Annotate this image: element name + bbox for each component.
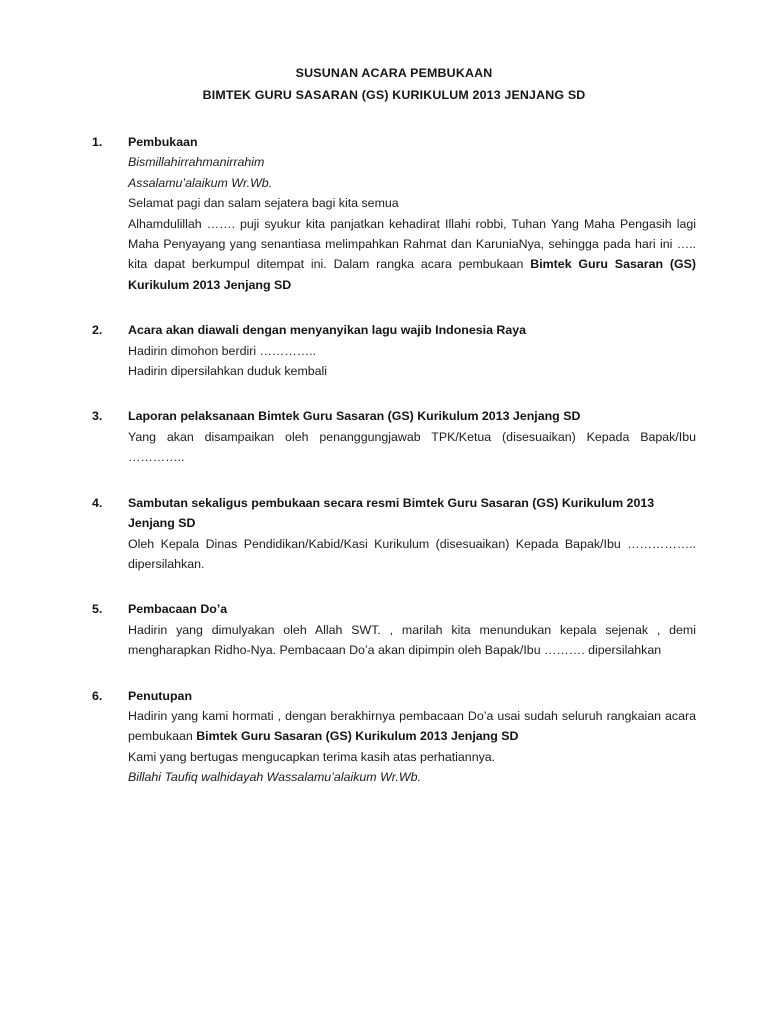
item-number: 6. <box>92 688 103 703</box>
item-6-plain-line-1: Kami yang bertugas mengucapkan terima kasih atas perhatiannya. <box>128 749 496 764</box>
item-number: 3. <box>92 409 103 424</box>
agenda-item-3 <box>92 406 696 467</box>
item-1-italic-line-1: Bismillahirrahmanirrahim <box>128 155 265 170</box>
item-number: 4. <box>92 495 103 510</box>
agenda-list <box>92 132 696 788</box>
item-3-paragraph: Yang akan disampaikan oleh penanggungjawab TPK/Ketua (disesuaikan) Kepada Bapak/Ibu ………….. <box>128 429 696 465</box>
document-title <box>92 62 696 106</box>
item-1-italic-line-2: Assalamu’alaikum Wr.Wb. <box>128 175 273 190</box>
item-6-paragraph-emphasis: Bimtek Guru Sasaran (GS) Kurikulum 2013 Jenjang SD <box>196 729 519 744</box>
item-number: 5. <box>92 602 103 617</box>
agenda-item-2 <box>92 320 696 381</box>
item-heading: Laporan pelaksanaan Bimtek Guru Sasaran (GS) Kurikulum 2013 Jenjang SD <box>128 409 581 424</box>
agenda-item-5 <box>92 599 696 660</box>
item-6-paragraph-text: Hadirin yang kami hormati , dengan berakhirnya pembacaan Do’a usai sudah seluruh rangkaian acara pembukaan <box>128 708 696 744</box>
item-number: 1. <box>92 135 103 149</box>
item-4-paragraph: Oleh Kepala Dinas Pendidikan/Kabid/Kasi Kurikulum (disesuaikan) Kepada Bapak/Ibu …………….. dipersilahkan. <box>128 536 696 571</box>
agenda-item-4 <box>92 493 696 575</box>
item-2-plain-line-1: Hadirin dimohon berdiri ………….. <box>128 343 316 358</box>
item-heading: Penutupan <box>128 688 193 703</box>
item-1-paragraph <box>128 214 696 296</box>
item-5-paragraph: Hadirin yang dimulyakan oleh Allah SWT. , marilah kita menundukan kepala sejenak , demi mengharapkan Ridho-Nya. Pembacaan Do’a akan dipimpin oleh Bapak/Ibu ………. dipersilahkan <box>128 622 696 658</box>
item-6-paragraph <box>128 706 696 747</box>
title-line-2: BIMTEK GURU SASARAN (GS) KURIKULUM 2013 JENJANG SD <box>202 88 586 102</box>
item-2-plain-line-2: Hadirin dipersilahkan duduk kembali <box>128 364 328 379</box>
item-1-plain-line-1: Selamat pagi dan salam sejatera bagi kita semua <box>128 196 399 211</box>
item-heading: Pembukaan <box>128 135 198 149</box>
item-heading: Sambutan sekaligus pembukaan secara resmi Bimtek Guru Sasaran (GS) Kurikulum 2013 Jenjang SD <box>128 495 655 531</box>
title-line-1: SUSUNAN ACARA PEMBUKAAN <box>295 66 493 80</box>
agenda-item-6 <box>92 686 696 788</box>
item-1-paragraph-emphasis: Bimtek Guru Sasaran (GS) Kurikulum 2013 Jenjang SD <box>128 257 696 292</box>
item-number: 2. <box>92 323 103 338</box>
item-1-paragraph-text: Alhamdulillah ……. puji syukur kita panjatkan kehadirat Illahi robbi, Tuhan Yang Maha Pengasih lagi Maha Penyayang yang senantiasa melimpahkan Rahmat dan KaruniaNya, sehingga pada hari ini ….. kita dapat berkumpul ditempat ini. Dalam rangka acara pembukaan <box>128 216 696 272</box>
agenda-item-1 <box>92 132 696 295</box>
item-heading: Pembacaan Do’a <box>128 602 228 617</box>
item-heading: Acara akan diawali dengan menyanyikan lagu wajib Indonesia Raya <box>128 323 527 338</box>
item-6-italic-line-1: Billahi Taufiq walhidayah Wassalamu’alaikum Wr.Wb. <box>128 770 421 785</box>
